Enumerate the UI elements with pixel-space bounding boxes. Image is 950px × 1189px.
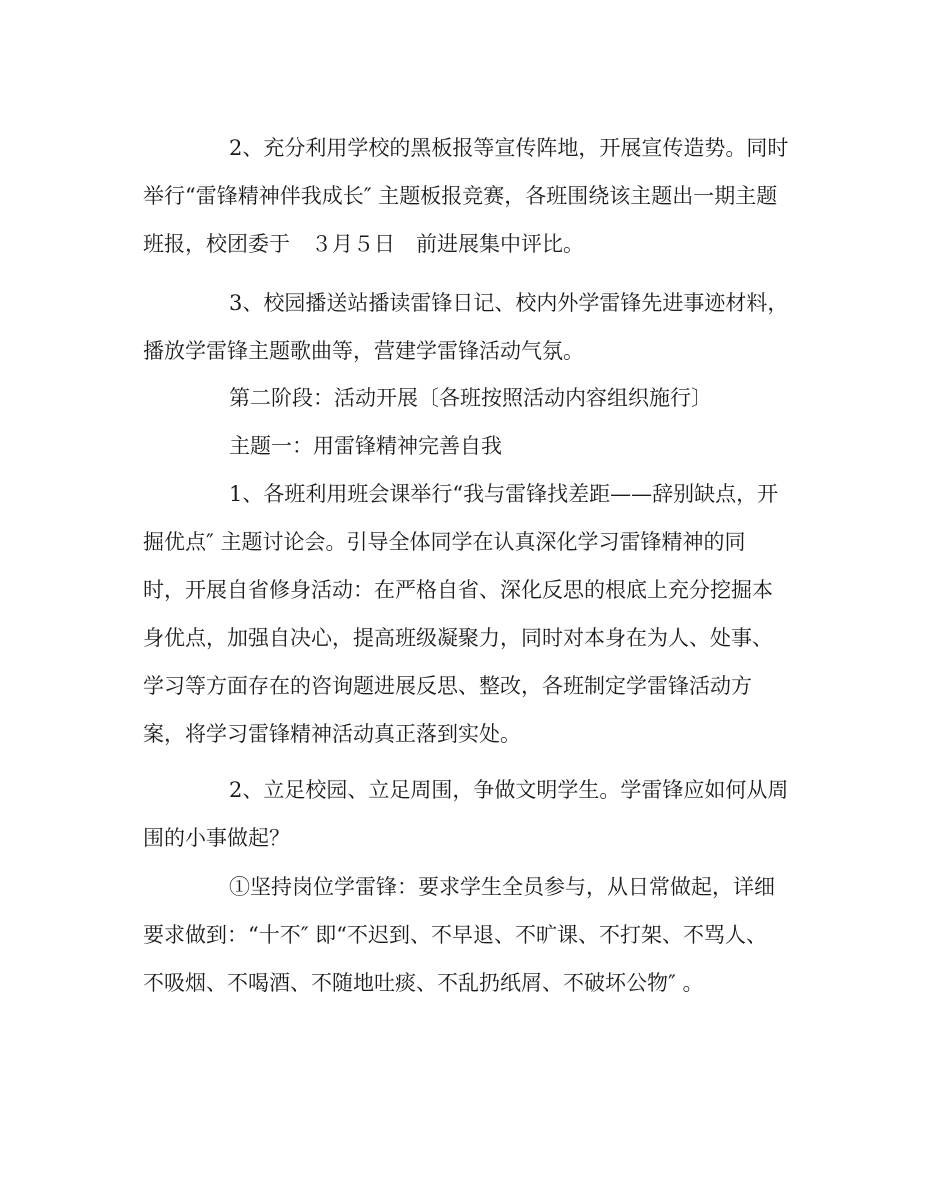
text-line: 3、校园播送站播读雷锋日记、校内外学雷锋先进事迹材料， — [229, 291, 789, 315]
text-line: 举行“雷锋精神伴我成长″ 主题板报竞赛，各班围绕该主题出一期主题 — [143, 184, 778, 208]
text-line: 身优点，加强自决心，提高班级凝聚力，同时对本身在为人、处事、 — [143, 626, 773, 650]
heading-stage-two — [143, 374, 813, 422]
text-line: 第二阶段：活动开展〔各班按照活动内容组织施行〕 — [229, 386, 712, 410]
text-line: 围的小事做起？ — [143, 826, 290, 850]
text-line: 要求做到：“十不″ 即“不迟到、不早退、不旷课、不打架、不骂人、 — [143, 923, 767, 947]
text-line: 播放学雷锋主题歌曲等，营建学雷锋活动气氛。 — [143, 339, 584, 363]
text-line: ①坚持岗位学雷锋：要求学生全员参与，从日常做起，详细 — [229, 875, 775, 899]
paragraph-blackboard-publicity — [143, 124, 813, 268]
text-line: 案，将学习雷锋精神活动真正落到实处。 — [143, 722, 521, 746]
text-line: 班报，校团委于 ３月５日 前进展集中评比。 — [143, 232, 584, 256]
paragraph-post-learning — [143, 863, 813, 1007]
text-line: 1、各班利用班会课举行“我与雷锋找差距——辞别缺点，开 — [229, 482, 779, 506]
text-line: 2、立足校园、立足周围，争做文明学生。学雷锋应如何从周 — [229, 778, 789, 802]
paragraph-campus-broadcast — [143, 279, 813, 375]
text-line: 掘优点″ 主题讨论会。引导全体同学在认真深化学习雷锋精神的同 — [143, 530, 746, 554]
text-line: 学习等方面存在的咨询题进展反思、整改，各班制定学雷锋活动方 — [143, 674, 752, 698]
heading-theme-one — [143, 422, 813, 470]
text-line: 2、充分利用学校的黑板报等宣传阵地，开展宣传造势。同时 — [229, 136, 789, 160]
text-line: 不吸烟、不喝酒、不随地吐痰、不乱扔纸屑、不破坏公物″ 。 — [143, 971, 704, 995]
paragraph-class-meeting — [143, 470, 813, 758]
text-line: 主题一：用雷锋精神完善自我 — [229, 434, 502, 458]
text-line: 时，开展自省修身活动：在严格自省、深化反思的根底上充分挖掘本 — [143, 578, 773, 602]
paragraph-civilized-student — [143, 766, 813, 862]
